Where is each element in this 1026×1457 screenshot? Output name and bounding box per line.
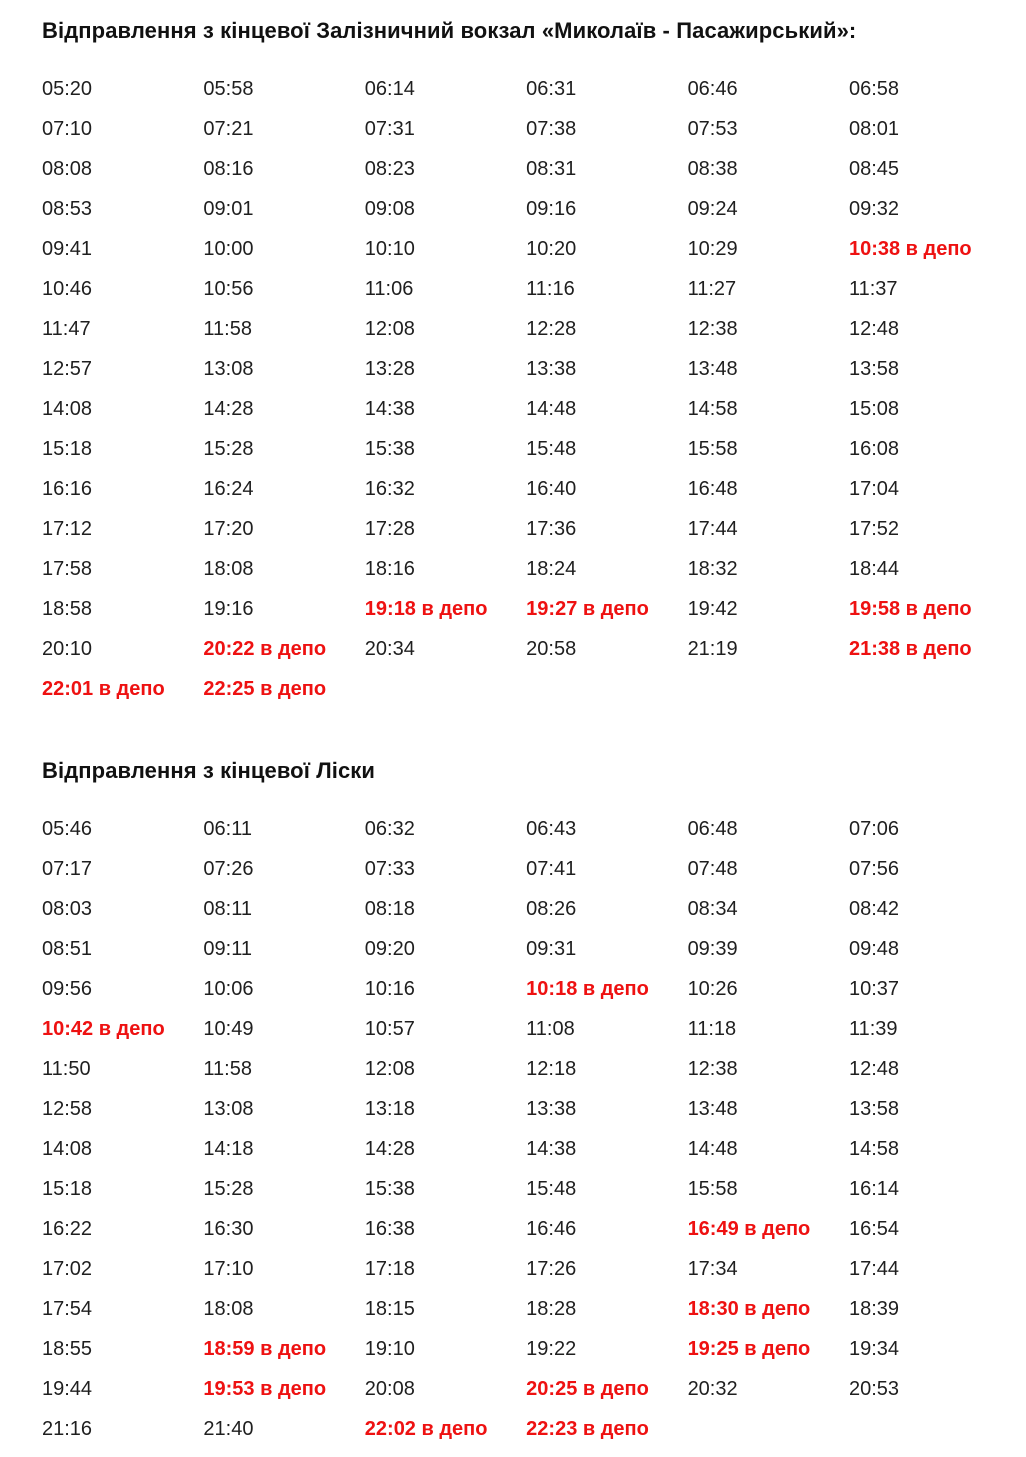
depot-departure-time: 10:38 в депо [848, 238, 972, 260]
departure-time: 11:27 [687, 278, 737, 300]
departure-time: 17:04 [848, 478, 900, 500]
departure-time: 11:58 [203, 1058, 252, 1080]
departure-time: 08:31 [526, 158, 577, 180]
departure-time: 17:10 [203, 1258, 254, 1280]
departure-time: 16:32 [364, 478, 415, 500]
departure-time: 08:38 [687, 158, 738, 180]
departure-time: 08:11 [203, 898, 252, 920]
departure-time: 14:38 [364, 398, 415, 420]
section-title-lisky: Відправлення з кінцевої Ліски [42, 758, 376, 783]
departure-time: 17:18 [364, 1258, 415, 1280]
departure-time: 08:16 [203, 158, 254, 180]
depot-departure-time: 20:22 в депо [203, 638, 327, 660]
depot-departure-time: 19:25 в депо [687, 1338, 811, 1360]
departure-time: 08:34 [687, 898, 738, 920]
departure-time: 17:44 [687, 518, 738, 540]
departure-time: 06:48 [687, 818, 738, 840]
departure-time: 08:51 [42, 938, 93, 960]
departure-time: 05:46 [42, 818, 93, 840]
departure-time: 10:06 [203, 978, 254, 1000]
departure-time: 13:08 [203, 1098, 254, 1120]
departure-time: 08:03 [42, 898, 93, 920]
departure-time: 18:55 [42, 1338, 93, 1360]
departure-time: 10:49 [203, 1018, 254, 1040]
departure-time: 19:44 [42, 1378, 93, 1400]
departure-time: 20:34 [364, 638, 415, 660]
depot-departure-time: 22:25 в депо [203, 678, 327, 700]
departure-time: 13:58 [848, 1098, 900, 1120]
departure-time: 17:02 [42, 1258, 93, 1280]
departure-time: 15:48 [526, 438, 577, 460]
departure-time: 16:30 [203, 1218, 254, 1240]
departure-time: 14:28 [364, 1138, 415, 1160]
departure-time: 14:08 [42, 1138, 93, 1160]
departure-time: 09:39 [687, 938, 738, 960]
departure-time: 13:38 [526, 1098, 577, 1120]
departure-time: 09:31 [526, 938, 577, 960]
departure-time: 11:58 [203, 318, 252, 340]
departure-time: 14:08 [42, 398, 93, 420]
departure-time: 15:38 [364, 1178, 415, 1200]
departure-time: 13:28 [364, 358, 415, 380]
departure-time: 08:08 [42, 158, 93, 180]
depot-departure-time: 19:27 в депо [526, 598, 649, 620]
departure-time: 20:32 [687, 1378, 738, 1400]
departure-time: 16:54 [848, 1218, 900, 1240]
departure-time: 07:56 [848, 858, 900, 880]
departure-time: 17:54 [42, 1298, 93, 1320]
departure-time: 09:41 [42, 238, 93, 260]
departure-time: 09:24 [687, 198, 738, 220]
departure-time: 05:58 [203, 78, 254, 100]
departure-time: 21:16 [42, 1418, 93, 1440]
departure-time: 09:56 [42, 978, 93, 1000]
departure-time: 10:00 [203, 238, 254, 260]
departure-time: 18:58 [42, 598, 93, 620]
departure-time: 12:48 [848, 1058, 900, 1080]
departure-time: 08:53 [42, 198, 93, 220]
departure-time: 06:11 [203, 818, 252, 840]
departure-grid-railway-station [42, 69, 1010, 709]
depot-departure-time: 19:53 в депо [203, 1378, 327, 1400]
departure-time: 14:58 [687, 398, 738, 420]
departure-time: 06:14 [364, 78, 415, 100]
departure-time: 08:01 [848, 118, 900, 140]
departure-time: 13:18 [364, 1098, 415, 1120]
departure-time: 15:08 [848, 398, 900, 420]
departure-time: 17:28 [364, 518, 415, 540]
departure-time: 15:28 [203, 438, 254, 460]
departure-time: 15:48 [526, 1178, 577, 1200]
departure-time: 12:48 [848, 318, 900, 340]
departure-time: 15:58 [687, 438, 738, 460]
departure-time: 14:38 [526, 1138, 577, 1160]
section-title-railway-station: Відправлення з кінцевої Залізничний вокзал «Миколаїв - Пасажирський»: [42, 18, 857, 43]
departure-time: 15:18 [42, 438, 93, 460]
departure-time: 19:34 [848, 1338, 900, 1360]
departure-time: 06:32 [364, 818, 415, 840]
departure-time: 18:32 [687, 558, 738, 580]
depot-departure-time: 18:30 в депо [687, 1298, 811, 1320]
departure-time: 16:22 [42, 1218, 93, 1240]
departure-time: 20:10 [42, 638, 93, 660]
departure-time: 16:46 [526, 1218, 577, 1240]
departure-time: 18:15 [364, 1298, 415, 1320]
departure-time: 06:46 [687, 78, 738, 100]
departure-time: 14:58 [848, 1138, 900, 1160]
departure-time: 19:42 [687, 598, 738, 620]
departure-time: 17:36 [526, 518, 577, 540]
departure-time: 19:22 [526, 1338, 577, 1360]
departure-time: 06:31 [526, 78, 577, 100]
depot-departure-time: 20:25 в депо [526, 1378, 649, 1400]
departure-grid-lisky [42, 809, 1010, 1449]
departure-time: 12:18 [526, 1058, 577, 1080]
departure-time: 18:44 [848, 558, 900, 580]
departure-time: 11:08 [526, 1018, 575, 1040]
departure-time: 07:06 [848, 818, 900, 840]
departure-time: 05:20 [42, 78, 93, 100]
departure-time: 13:48 [687, 1098, 738, 1120]
departure-time: 15:38 [364, 438, 415, 460]
departure-time: 08:45 [848, 158, 900, 180]
departure-time: 07:31 [364, 118, 415, 140]
departure-time: 17:52 [848, 518, 900, 540]
departure-time: 16:24 [203, 478, 254, 500]
departure-time: 16:14 [848, 1178, 900, 1200]
departure-time: 09:32 [848, 198, 900, 220]
departure-time: 11:39 [848, 1018, 898, 1040]
departure-time: 12:38 [687, 1058, 738, 1080]
depot-departure-time: 22:01 в депо [42, 678, 165, 700]
departure-time: 11:50 [42, 1058, 91, 1080]
departure-time: 10:57 [364, 1018, 415, 1040]
departure-time: 21:19 [687, 638, 738, 660]
departure-time: 09:11 [203, 938, 252, 960]
departure-time: 18:08 [203, 1298, 254, 1320]
departure-time: 09:20 [364, 938, 415, 960]
departure-time: 20:53 [848, 1378, 900, 1400]
departure-time: 08:26 [526, 898, 577, 920]
departure-time: 06:58 [848, 78, 900, 100]
departure-time: 10:56 [203, 278, 254, 300]
departure-time: 09:48 [848, 938, 900, 960]
departure-time: 18:24 [526, 558, 577, 580]
departure-time: 18:16 [364, 558, 415, 580]
departure-time: 09:01 [203, 198, 254, 220]
depot-departure-time: 10:42 в депо [42, 1018, 165, 1040]
departure-time: 12:58 [42, 1098, 93, 1120]
departure-time: 16:38 [364, 1218, 415, 1240]
departure-time: 12:57 [42, 358, 93, 380]
departure-time: 17:58 [42, 558, 93, 580]
departure-time: 20:58 [526, 638, 577, 660]
departure-time: 09:16 [526, 198, 577, 220]
departure-time: 07:26 [203, 858, 254, 880]
departure-time: 07:38 [526, 118, 577, 140]
departure-time: 11:18 [687, 1018, 737, 1040]
depot-departure-time: 10:18 в депо [526, 978, 649, 1000]
departure-time: 07:33 [364, 858, 415, 880]
departure-time: 10:26 [687, 978, 738, 1000]
departure-time: 13:48 [687, 358, 738, 380]
departure-time: 20:08 [364, 1378, 415, 1400]
depot-departure-time: 18:59 в депо [203, 1338, 327, 1360]
departure-time: 14:18 [203, 1138, 254, 1160]
departure-time: 10:29 [687, 238, 738, 260]
departure-time: 12:08 [364, 318, 415, 340]
departure-time: 09:08 [364, 198, 415, 220]
departure-time: 15:28 [203, 1178, 254, 1200]
departure-time: 07:10 [42, 118, 93, 140]
departure-time: 19:16 [203, 598, 254, 620]
departure-time: 13:08 [203, 358, 254, 380]
departure-time: 07:48 [687, 858, 738, 880]
departure-time: 14:48 [687, 1138, 738, 1160]
departure-time: 11:47 [42, 318, 91, 340]
departure-time: 10:37 [848, 978, 900, 1000]
departure-time: 16:08 [848, 438, 900, 460]
departure-time: 07:21 [203, 118, 254, 140]
departure-time: 21:40 [203, 1418, 254, 1440]
departure-time: 17:44 [848, 1258, 900, 1280]
depot-departure-time: 19:18 в депо [364, 598, 488, 620]
departure-time: 07:17 [42, 858, 93, 880]
departure-time: 17:20 [203, 518, 254, 540]
departure-time: 10:20 [526, 238, 577, 260]
depot-departure-time: 21:38 в депо [848, 638, 972, 660]
departure-time: 17:26 [526, 1258, 577, 1280]
departure-time: 08:42 [848, 898, 900, 920]
depot-departure-time: 22:23 в депо [526, 1418, 649, 1440]
departure-time: 13:38 [526, 358, 577, 380]
departure-time: 18:28 [526, 1298, 577, 1320]
departure-time: 10:16 [364, 978, 415, 1000]
departure-time: 19:10 [364, 1338, 415, 1360]
depot-departure-time: 19:58 в депо [848, 598, 972, 620]
departure-time: 10:46 [42, 278, 93, 300]
departure-time: 11:06 [364, 278, 414, 300]
depot-departure-time: 16:49 в депо [687, 1218, 811, 1240]
departure-time: 18:08 [203, 558, 254, 580]
departure-time: 08:23 [364, 158, 415, 180]
departure-time: 11:16 [526, 278, 575, 300]
departure-time: 16:48 [687, 478, 738, 500]
departure-time: 16:16 [42, 478, 93, 500]
departure-time: 18:39 [848, 1298, 900, 1320]
departure-time: 10:10 [364, 238, 415, 260]
departure-time: 12:28 [526, 318, 577, 340]
departure-time: 16:40 [526, 478, 577, 500]
departure-time: 17:34 [687, 1258, 738, 1280]
departure-time: 14:48 [526, 398, 577, 420]
departure-time: 11:37 [848, 278, 898, 300]
departure-time: 13:58 [848, 358, 900, 380]
departure-time: 14:28 [203, 398, 254, 420]
departure-time: 12:08 [364, 1058, 415, 1080]
depot-departure-time: 22:02 в депо [364, 1418, 488, 1440]
departure-time: 15:58 [687, 1178, 738, 1200]
departure-time: 07:41 [526, 858, 577, 880]
departure-time: 17:12 [42, 518, 93, 540]
departure-time: 15:18 [42, 1178, 93, 1200]
departure-time: 08:18 [364, 898, 415, 920]
departure-time: 07:53 [687, 118, 738, 140]
departure-time: 06:43 [526, 818, 577, 840]
departure-time: 12:38 [687, 318, 738, 340]
